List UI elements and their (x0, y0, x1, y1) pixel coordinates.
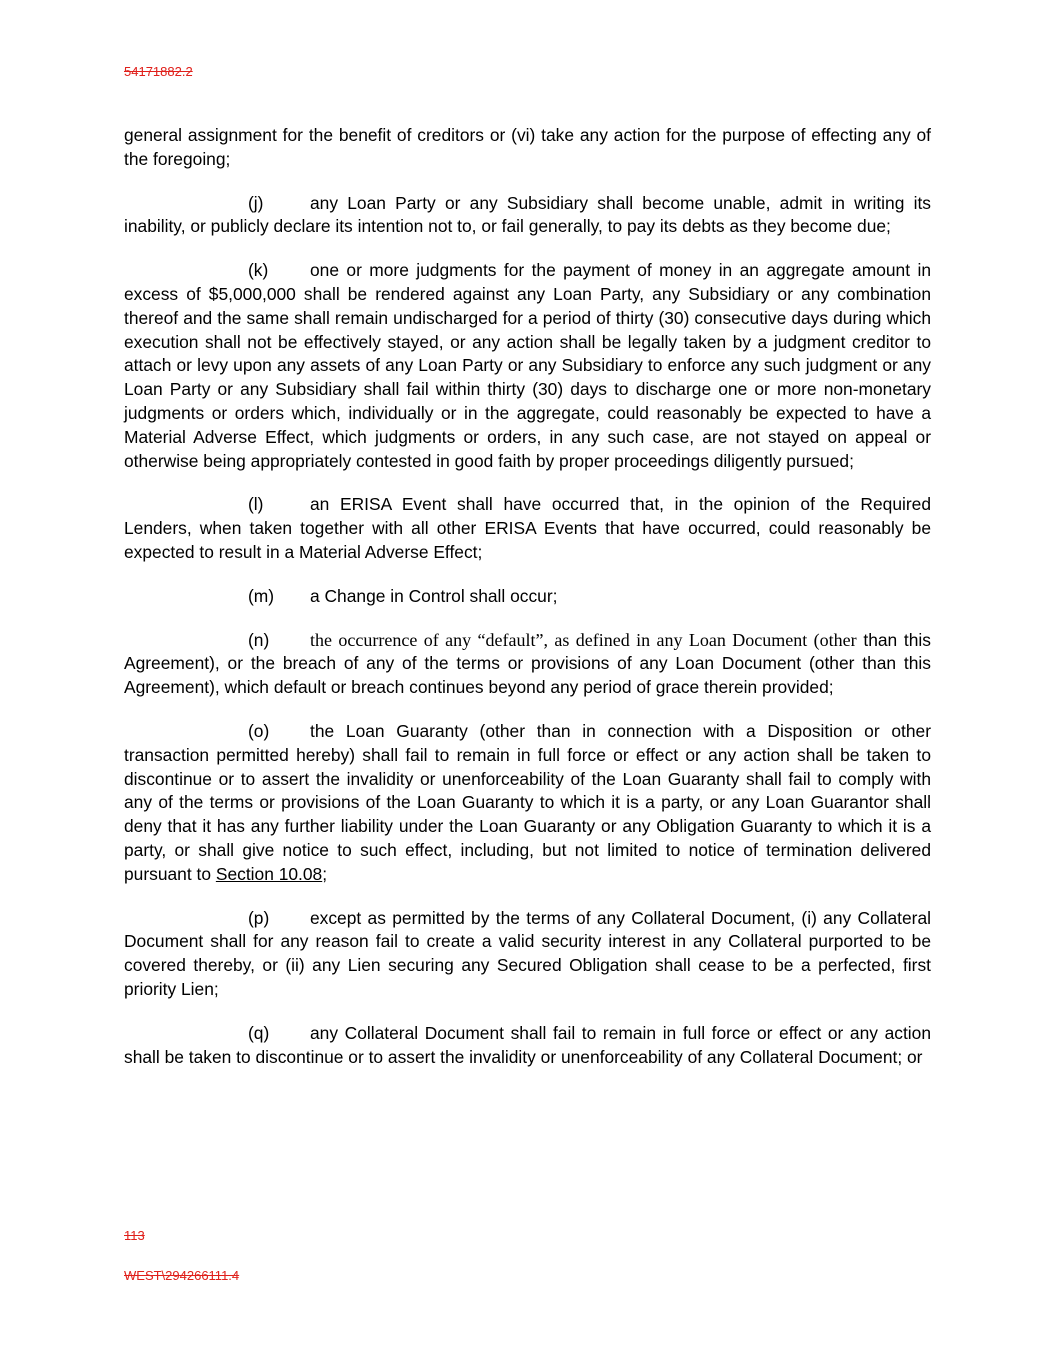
footer-doc-id: WEST\294266111.4 (124, 1268, 240, 1283)
paragraph-k-text: one or more judgments for the payment of money in an aggregate amount in excess of $5,000,000 shall be rendered against any Loan Party, any Subsidiary or any combination thereof and the same shall remain undischarged for a period of thirty (30) consecutive days during which execution shall not be effectively stayed, or any action shall be legally taken by a judgment creditor to attach or levy upon any assets of any Loan Party or any Subsidiary to enforce any such judgment or any Loan Party or any Subsidiary shall fail within thirty (30) days to discharge one or more non-monetary judgments or orders which, individually or in the aggregate, could reasonably be expected to have a Material Adverse Effect, which judgments or orders, in any such case, are not stayed on appeal or otherwise being appropriately contested in good faith by proper proceedings diligently pursued; (124, 260, 931, 471)
paragraph-n-text: than this Agreement), or the breach of any of the terms or provisions of any Loan Document (other than this Agreement), which default or breach continues beyond any period of grace therein provided; (124, 629, 931, 698)
paragraph-n-label: (n) (248, 629, 270, 650)
paragraph-q-text: any Collateral Document shall fail to remain in full force or effect or any action shall be taken to discontinue or to assert the invalidity or unenforceability of any Collateral Document; or (124, 1022, 931, 1067)
paragraph-o-text: the Loan Guaranty (other than in connection with a Disposition or other transaction permitted hereby) shall fail to remain in full force or effect or any action shall be taken to discontinue or to assert the invalidity or unenforceability of the Loan Guaranty shall fail to comply with any of the terms or provisions of the Loan Guaranty to which it is a party, or any Loan Guarantor shall deny that it has any further liability under the Loan Guaranty or any Obligation Guaranty to which it is a party, or shall give notice to such effect, including, but not limited to notice of termination delivered pursuant to (124, 720, 931, 884)
paragraph-p-text: except as permitted by the terms of any Collateral Document, (i) any Collateral Document shall for any reason fail to create a valid security interest in any Collateral purported to be covered thereby, or (ii) any Lien securing any Secured Obligation shall cease to be a perfected, first priority Lien; (124, 907, 931, 999)
paragraph-o-tail: ; (322, 863, 328, 884)
paragraph-n-serif-text: the occurrence of any “default”, as defined in any Loan Document (other (310, 629, 857, 650)
header-doc-id: 54171882.2 (124, 64, 193, 79)
paragraph-p (124, 907, 931, 1002)
paragraph-l-text: an ERISA Event shall have occurred that, in the opinion of the Required Lenders, when taken together with all other ERISA Events that have occurred, could reasonably be expected to result in a Material Adverse Effect; (124, 494, 931, 562)
paragraph-o-label: (o) (248, 720, 270, 741)
paragraph-k-label: (k) (248, 260, 269, 281)
paragraph-m (124, 585, 931, 609)
paragraph-l (124, 493, 931, 564)
paragraph-m-label: (m) (248, 585, 275, 606)
paragraph-j (124, 192, 931, 240)
paragraph-q (124, 1022, 931, 1070)
paragraph-m-text: a Change in Control shall occur; (310, 585, 558, 606)
paragraph-intro (124, 124, 931, 172)
section-10-08-link[interactable]: Section 10.08 (215, 863, 323, 884)
paragraph-k (124, 259, 931, 473)
paragraph-p-label: (p) (248, 907, 270, 928)
paragraph-intro-text: general assignment for the benefit of creditors or (vi) take any action for the purpose of effecting any of the foregoing; (124, 125, 931, 169)
paragraph-j-label: (j) (248, 192, 264, 213)
paragraph-j-text: any Loan Party or any Subsidiary shall become unable, admit in writing its inability, or publicly declare its intention not to, or fail generally, to pay its debts as they become due; (124, 192, 931, 237)
paragraph-o (124, 720, 931, 887)
paragraph-q-label: (q) (248, 1022, 270, 1043)
document-body (124, 124, 931, 1089)
page-number: 113 (124, 1228, 145, 1243)
paragraph-n (124, 629, 931, 700)
paragraph-l-label: (l) (248, 494, 264, 515)
